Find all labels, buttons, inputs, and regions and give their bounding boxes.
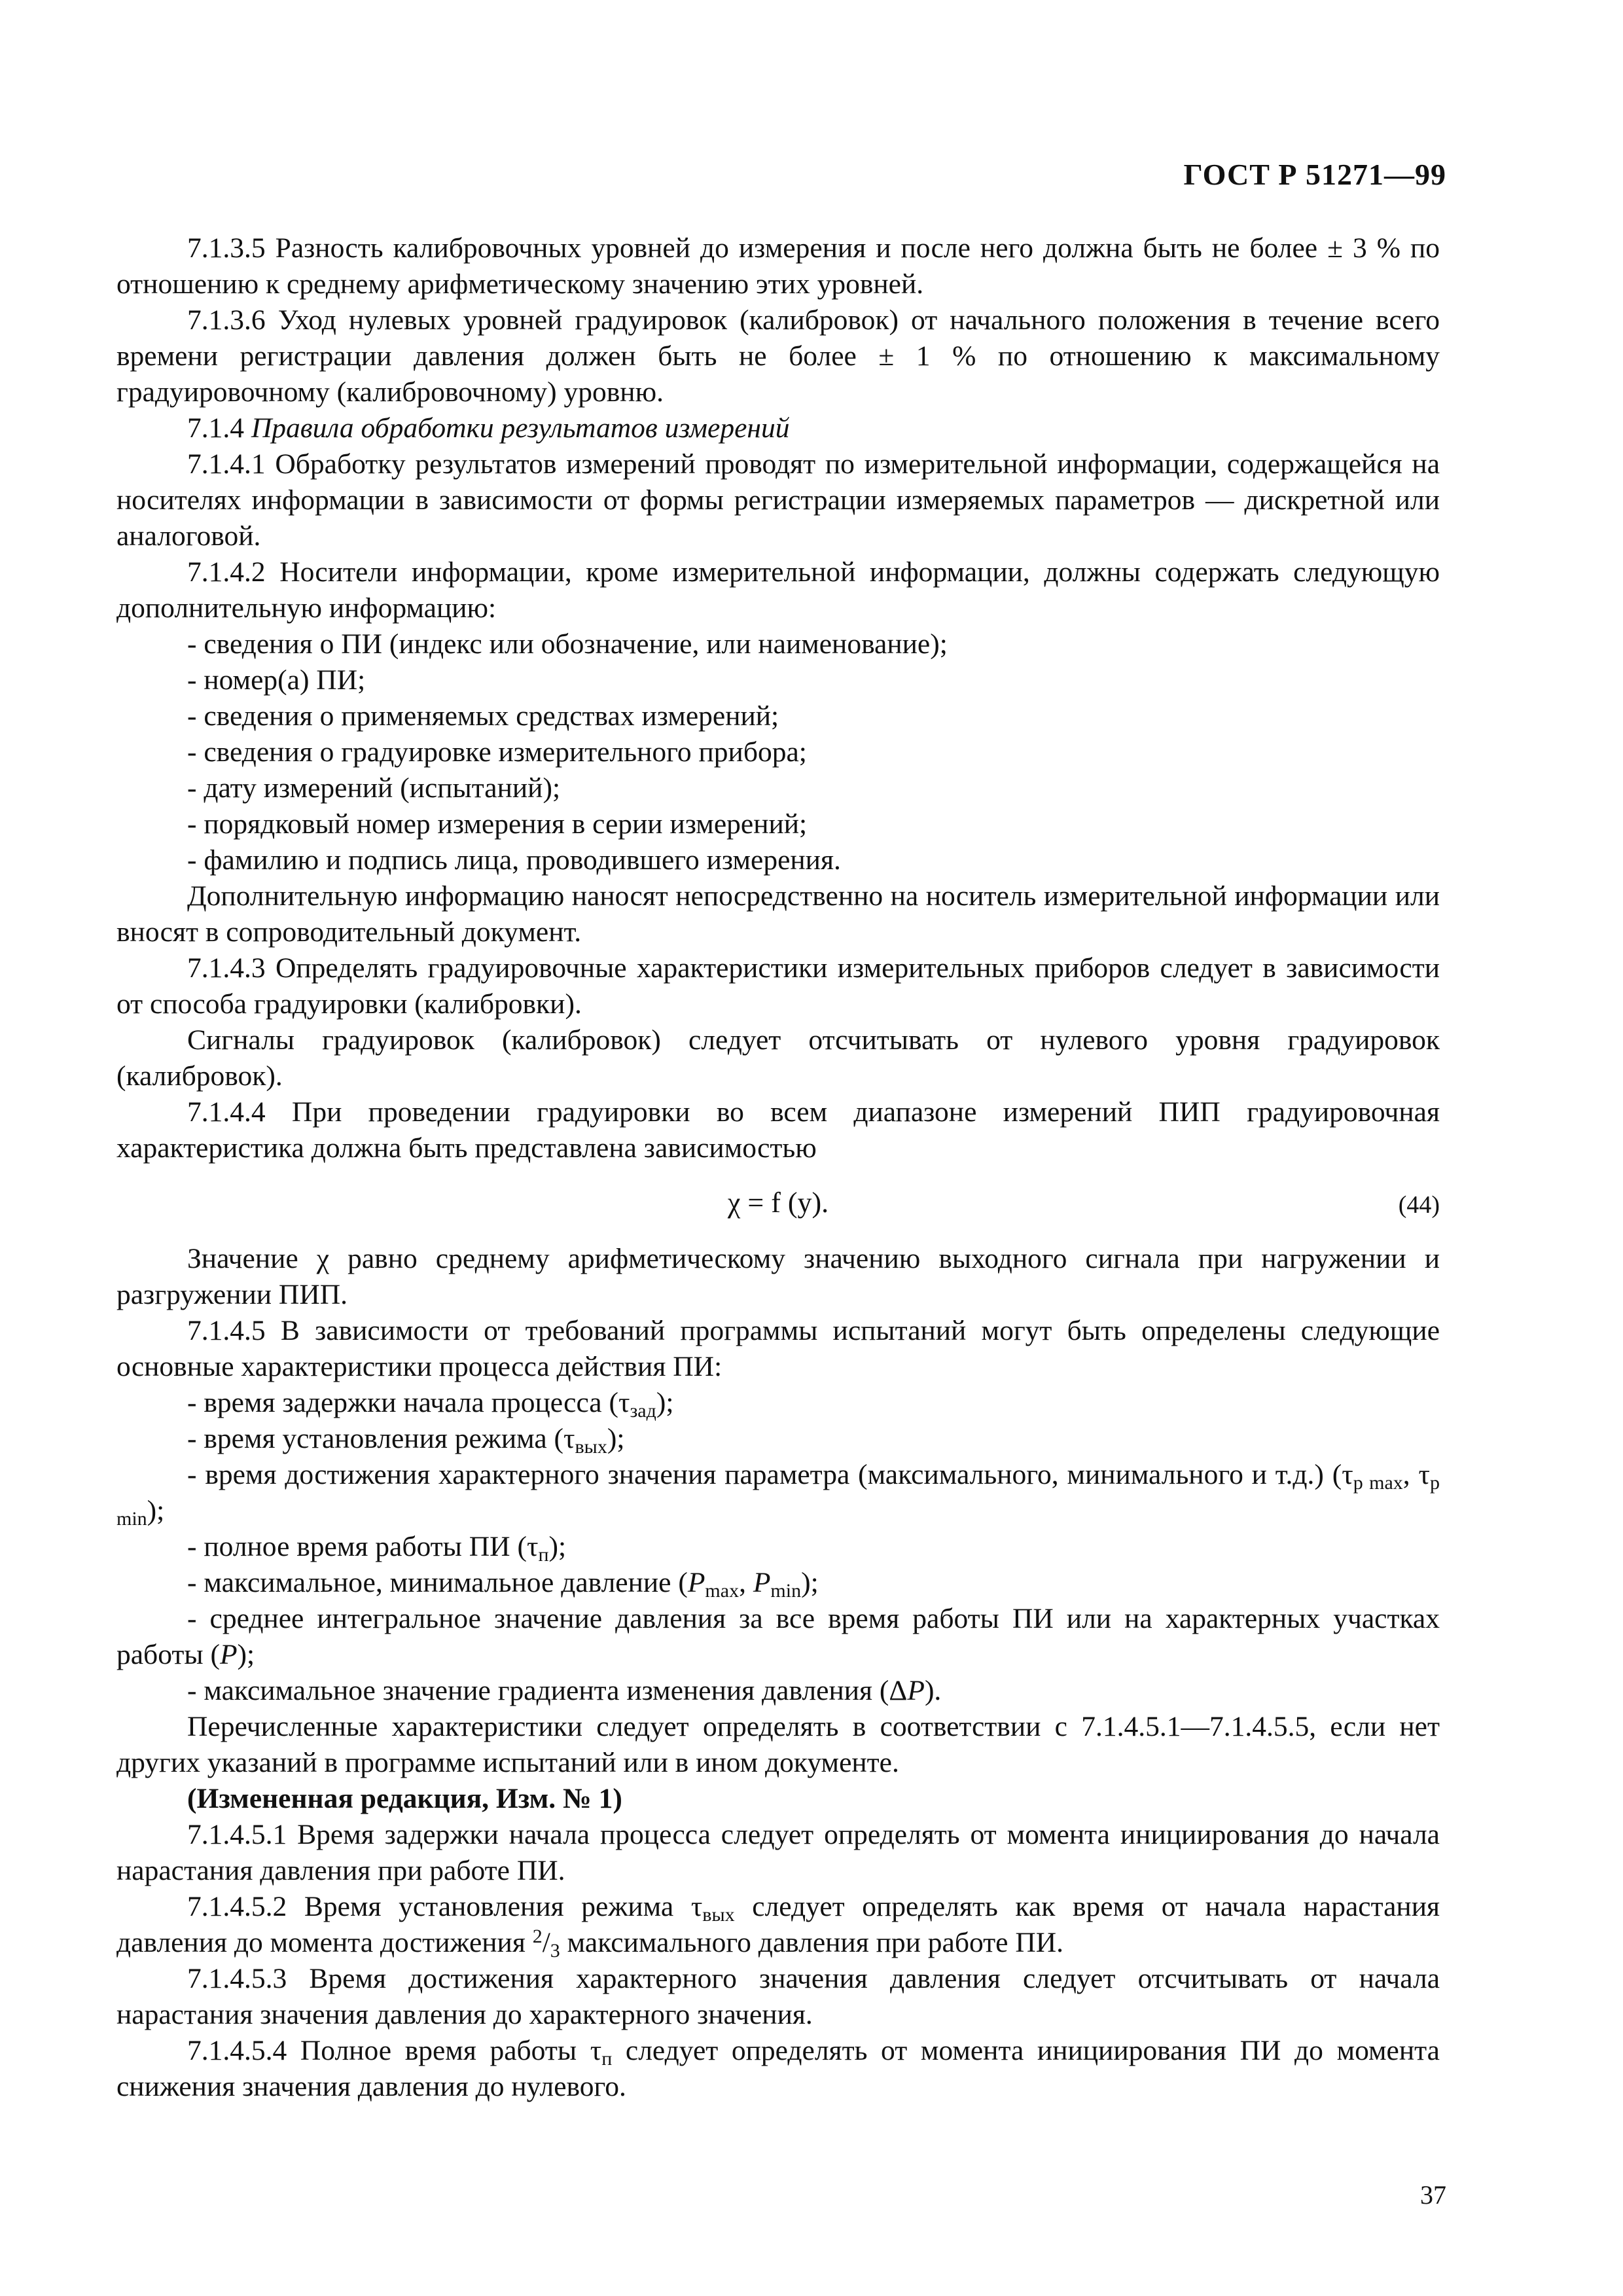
paragraph-chi-value: Значение χ равно среднему арифметическому значению выходного сигнала при нагружении и разгружении ПИП. bbox=[116, 1243, 1440, 1310]
paragraph-7-1-4-5-4: 7.1.4.5.4 Полное время работы $\tau_п$ следует определять от момента инициирования ПИ до момента снижения значения давления до нулевого. bbox=[116, 2035, 1440, 2102]
paragraph-7-1-4-5: 7.1.4.5 В зависимости от требований программы испытаний могут быть определены следующие основные характеристики процесса действия ПИ: bbox=[116, 1315, 1440, 1382]
list-item: - время достижения характерного значения параметра (максимального, минимального и т.д.) ($\tau_{p max}$, $\tau_{p min}$); bbox=[116, 1459, 1440, 1530]
paragraph-7-1-4-5-1: 7.1.4.5.1 Время задержки начала процесса следует определять от момента инициирования до начала нарастания давления при работе ПИ. bbox=[116, 1819, 1440, 1886]
paragraph-7-1-4-5-3: 7.1.4.5.3 Время достижения характерного значения давления следует отсчитывать от начала нарастания значения давления до характерного значения. bbox=[116, 1963, 1440, 2030]
paragraph-7-1-3-5: 7.1.3.5 Разность калибровочных уровней до измерения и после него должна быть не более ± 3 % по отношению к среднему арифметическому значению этих уровней. bbox=[116, 232, 1440, 300]
paragraph-extra-info: Дополнительную информацию наносят непосредственно на носитель измерительной информации или вносят в сопроводительный документ. bbox=[116, 880, 1440, 948]
list-item: - полное время работы ПИ $(\tau_п)$; bbox=[187, 1531, 567, 1566]
paragraph-7-1-4-3: 7.1.4.3 Определять градуировочные характеристики измерительных приборов следует в зависимости от способа градуировки (калибровки). bbox=[116, 952, 1440, 1020]
document-code-header: ГОСТ Р 51271—99 bbox=[1183, 158, 1446, 191]
list-item: - дату измерений (испытаний); bbox=[187, 772, 561, 804]
section-title: Правила обработки результатов измерений bbox=[251, 412, 790, 444]
list-item: - сведения о градуировке измерительного прибора; bbox=[187, 736, 807, 768]
paragraph-7-1-3-6: 7.1.3.6 Уход нулевых уровней градуировок (калибровок) от начального положения в течение всего времени регистрации давления должен быть не более ± 1 % по отношению к максимальному градуировочному (калибровочному) уровню. bbox=[116, 304, 1440, 408]
formula-44 bbox=[116, 1170, 1440, 1236]
list-item: - время установления режима $(\tau_{вых})$; bbox=[187, 1423, 625, 1458]
document-body bbox=[116, 230, 1440, 2105]
paragraph-7-1-4-1: 7.1.4.1 Обработку результатов измерений проводят по измерительной информации, содержащейся на носителях информации в зависимости от формы регистрации измеряемых параметров — дискретной или аналоговой. bbox=[116, 448, 1440, 552]
paragraph-signals: Сигналы градуировок (калибровок) следует отсчитывать от нулевого уровня градуировок (калибровок). bbox=[116, 1024, 1440, 1092]
list-item: - максимальное, минимальное давление ($P_{max}$, $P_{min}$); bbox=[187, 1567, 819, 1602]
paragraph-7-1-4-2: 7.1.4.2 Носители информации, кроме измерительной информации, должны содержать следующую дополнительную информацию: bbox=[116, 556, 1440, 624]
section-heading-7-1-4 bbox=[116, 410, 1440, 446]
list-item: - фамилию и подпись лица, проводившего измерения. bbox=[187, 844, 841, 876]
list-item: - среднее интегральное значение давления за все время работы ПИ или на характерных участках работы (P); bbox=[116, 1603, 1440, 1670]
section-number: 7.1.4 bbox=[187, 412, 251, 444]
amendment-note: (Измененная редакция, Изм. № 1) bbox=[187, 1783, 622, 1814]
list-item: - сведения о ПИ (индекс или обозначение, или наименование); bbox=[187, 628, 948, 660]
formula-expression: χ = f (y). bbox=[727, 1187, 829, 1219]
list-item: - номер(а) ПИ; bbox=[187, 664, 366, 696]
paragraph-listed-characteristics: Перечисленные характеристики следует определять в соответствии с 7.1.4.5.1—7.1.4.5.5, если нет других указаний в программе испытаний или в ином документе. bbox=[116, 1711, 1440, 1778]
paragraph-7-1-4-5-2: 7.1.4.5.2 Время установления режима $\tau_{вых}$ следует определять как время от начала нарастания давления до момента достижения $^2/_3$ максимального давления при работе ПИ. bbox=[116, 1891, 1440, 1962]
formula-number: (44) bbox=[1398, 1191, 1440, 1219]
page-number: 37 bbox=[1420, 2180, 1446, 2210]
list-item: - максимальное значение градиента изменения давления (ΔP). bbox=[187, 1675, 942, 1706]
paragraph-7-1-4-4: 7.1.4.4 При проведении градуировки во всем диапазоне измерений ПИП градуировочная характеристика должна быть представлена зависимостью bbox=[116, 1096, 1440, 1164]
list-item: - порядковый номер измерения в серии измерений; bbox=[187, 808, 808, 840]
list-item: - сведения о применяемых средствах измерений; bbox=[187, 700, 779, 732]
list-item: - время задержки начала процесса $(\tau_{зад})$; bbox=[187, 1387, 674, 1422]
